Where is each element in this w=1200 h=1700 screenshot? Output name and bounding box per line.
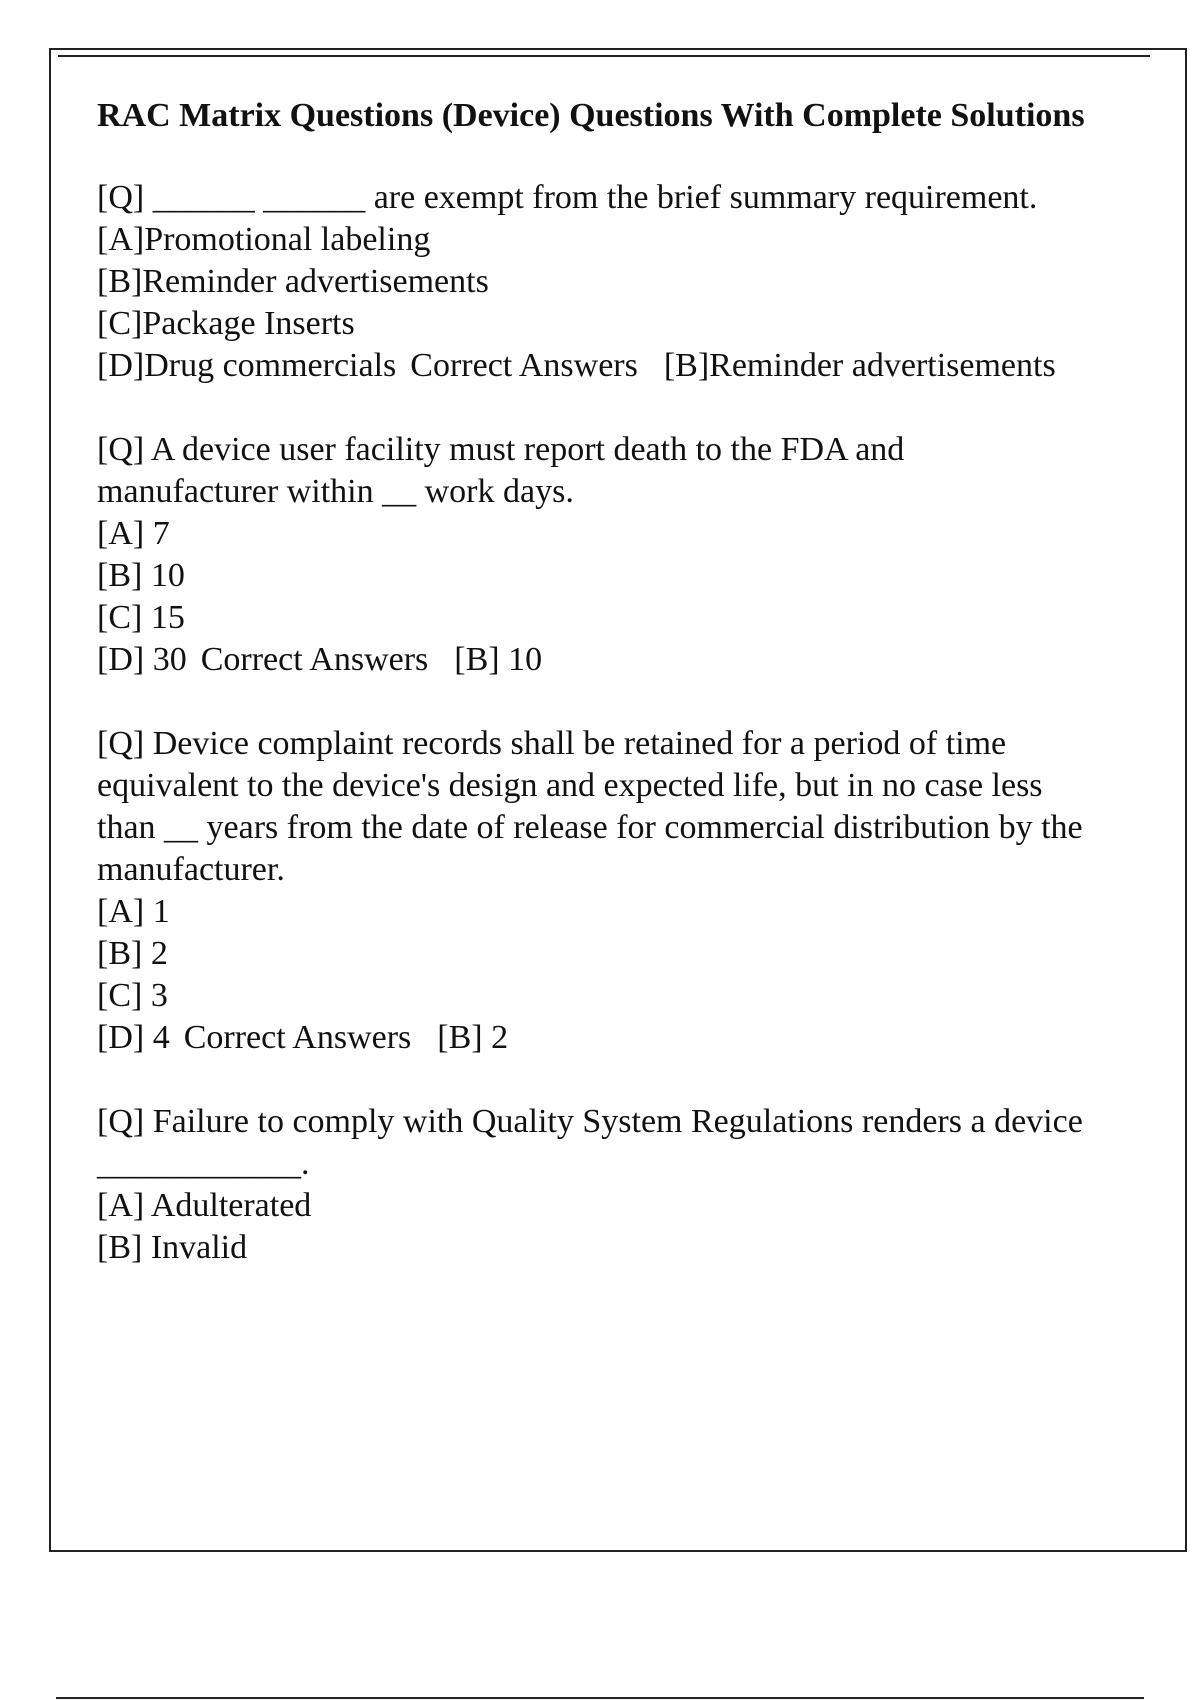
question-block <box>97 177 1087 387</box>
option-d: [D]Drug commercials <box>97 347 397 384</box>
option-d-with-answer <box>97 1017 1087 1059</box>
option-d-with-answer <box>97 639 1087 681</box>
correct-answers-label: Correct Answers <box>183 1019 412 1056</box>
question-text: [Q] ______ ______ are exempt from the brief summary requirement. <box>97 179 1038 216</box>
option-d: [D] 4 <box>97 1019 170 1056</box>
option-b: [B] 2 <box>97 935 168 972</box>
option-d: [D] 30 <box>97 641 187 678</box>
option-a: [A] Adulterated <box>97 1187 312 1224</box>
correct-answers-label: Correct Answers <box>200 641 429 678</box>
correct-answer: [B] 10 <box>454 641 543 678</box>
option-d-with-answer <box>97 345 1087 387</box>
option-b: [B]Reminder advertisements <box>97 263 489 300</box>
option-a: [A]Promotional labeling <box>97 221 431 258</box>
question-block <box>97 723 1087 1059</box>
question-text: [Q] Failure to comply with Quality System Regulations renders a device ____________. <box>97 1103 1083 1182</box>
option-b: [B] 10 <box>97 557 185 594</box>
question-text: [Q] Device complaint records shall be retained for a period of time equivalent to the device's design and expected life, but in no case less than __ years from the date of release for commercial distribution by the manufacturer. <box>97 725 1083 888</box>
option-a: [A] 1 <box>97 893 170 930</box>
document-content <box>97 95 1087 1311</box>
option-a: [A] 7 <box>97 515 170 552</box>
document-title: RAC Matrix Questions (Device) Questions With Complete Solutions <box>97 97 1085 134</box>
option-c: [C] 15 <box>97 599 185 636</box>
option-c: [C]Package Inserts <box>97 305 355 342</box>
option-b: [B] Invalid <box>97 1229 248 1266</box>
correct-answer: [B]Reminder advertisements <box>663 347 1056 384</box>
question-block <box>97 1101 1087 1269</box>
top-rule <box>58 55 1150 57</box>
bottom-rule <box>56 1697 1144 1699</box>
option-c: [C] 3 <box>97 977 168 1014</box>
question-block <box>97 429 1087 681</box>
correct-answer: [B] 2 <box>437 1019 509 1056</box>
question-text: [Q] A device user facility must report death to the FDA and manufacturer within __ work days. <box>97 431 905 510</box>
correct-answers-label: Correct Answers <box>410 347 638 384</box>
